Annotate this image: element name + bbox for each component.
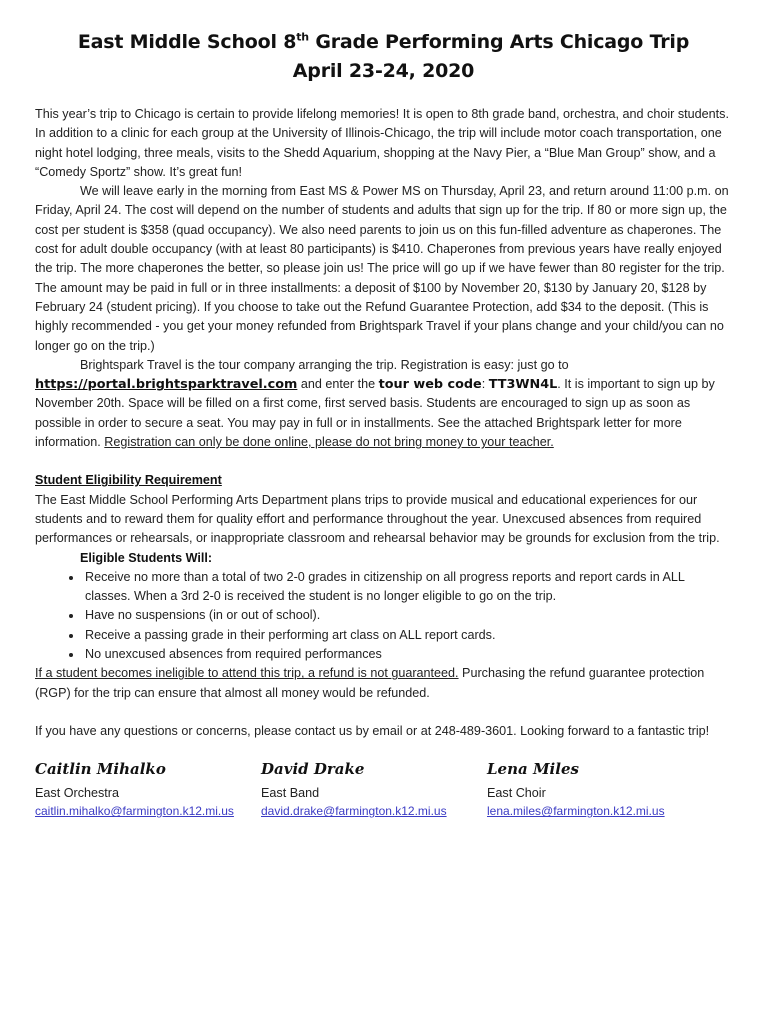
tour-code-colon: :: [481, 377, 489, 392]
tour-code: TT3WN4L: [488, 377, 558, 393]
document-title: [35, 28, 732, 86]
registration-warning: Registration can only be done online, please do not bring money to your teacher.: [104, 435, 554, 450]
tour-code-label: tour web code: [378, 377, 482, 393]
refund-underlined: If a student becomes ineligible to attend this trip, a refund is not guaranteed.: [35, 666, 459, 681]
signature-role: East Choir: [487, 786, 546, 801]
signature-email-link[interactable]: david.drake@farmington.k12.mi.us: [261, 804, 447, 819]
signature-name: Caitlin Mihalko: [35, 760, 166, 779]
signature-email-link[interactable]: lena.miles@farmington.k12.mi.us: [487, 804, 665, 819]
signature-email-link[interactable]: caitlin.mihalko@farmington.k12.mi.us: [35, 804, 234, 819]
signature-role: East Orchestra: [35, 786, 119, 801]
list-item: • No unexcused absences from required performances: [83, 645, 732, 664]
cost-paragraph: We will leave early in the morning from East MS & Power MS on Thursday, April 23, and return around 11:00 p.m. on Friday, April 24. The cost will depend on the number of students and adults that sign up for the trip. If 80 or more sign up, the cost per student is $358 (quad occupancy). We also need parents to join us on this fun-filled adventure as chaperones. The cost for adult double occupancy (with at least 80 participants) is $410. Chaperones from previous years have really enjoyed the trip. The more chaperones the better, so please join us! The price will go up if we have fewer than 80 register for the trip. The amount may be paid in full or in three installments: a deposit of $100 by November 20, $130 by January 20, $128 by February 24 (student pricing). If you choose to take out the Refund Guarantee Protection, add $34 to the deposit. (This is highly recommended - you get your money refunded from Brightspark Travel if your plans change and your child/you can no longer go on the trip.): [35, 184, 729, 353]
refund-paragraph: [35, 664, 732, 703]
title-post: Grade Performing Arts Chicago Trip: [308, 31, 690, 53]
refund-rest: Purchasing the refund guarantee protection (RGP) for the trip can ensure that almost all money would be refunded.: [35, 666, 705, 700]
eligibility-list: [35, 568, 732, 664]
registration-link[interactable]: https://portal.brightsparktravel.com: [35, 377, 298, 393]
title-line: [35, 28, 732, 57]
closing-paragraph: If you have any questions or concerns, please contact us by email or at 248-489-3601. Looking forward to a fantastic trip!: [35, 723, 710, 738]
eligibility-text: The East Middle School Performing Arts Department plans trips to provide musical and educational experiences for our students and to reward them for quality effort and performance throughout the year. Unexcused absences from required performances or rehearsals, or inappropriate classroom and rehearsal behavior may be grounds for exclusion from the trip.: [35, 492, 720, 546]
signature-band: [261, 758, 487, 820]
intro-paragraph: This year’s trip to Chicago is certain to provide lifelong memories! It is open to 8th grade band, orchestra, and choir students. In addition to a clinic for each group at the University of Illinois-Chicago, the trip will include motor coach transportation, one night hotel lodging, three meals, visits to the Shedd Aquarium, shopping at the Navy Pier, a “Blue Man Group” show, and a “Comedy Sportz” show. It’s great fun!: [35, 107, 729, 179]
document-body: [35, 105, 732, 820]
signature-orchestra: [35, 758, 261, 820]
list-item: • Receive a passing grade in their performing art class on ALL report cards.: [83, 626, 732, 645]
signature-name: David Drake: [261, 760, 365, 779]
signature-role: East Band: [261, 786, 320, 801]
registration-mid: and enter the: [297, 377, 379, 392]
registration-paragraph: [35, 356, 732, 452]
title-pre: East Middle School 8: [77, 31, 297, 53]
trip-date: April 23-24, 2020: [292, 60, 475, 82]
signature-name: Lena Miles: [487, 760, 579, 779]
eligibility-heading: Student Eligibility Requirement: [35, 473, 222, 488]
list-item: • Receive no more than a total of two 2-0 grades in citizenship on all progress reports and report cards in ALL classes. When a 3rd 2-0 is received the student is no longer eligible to go on the trip.: [83, 568, 732, 607]
signature-choir: [487, 758, 713, 820]
registration-rest: . It is important to sign up by November 20th. Space will be filled on a first come, first served basis. Students are encouraged to sign up as soon as possible in order to secure a seat. You may pay in full or in installments. See the attached Brightspark letter for more information.: [35, 377, 715, 450]
signature-block: [35, 758, 732, 820]
list-item: • Have no suspensions (in or out of school).: [83, 606, 732, 625]
eligible-students-heading: Eligible Students Will:: [80, 550, 213, 565]
title-superscript: th: [296, 30, 309, 44]
registration-lead: Brightspark Travel is the tour company arranging the trip. Registration is easy: just go to: [80, 357, 569, 372]
